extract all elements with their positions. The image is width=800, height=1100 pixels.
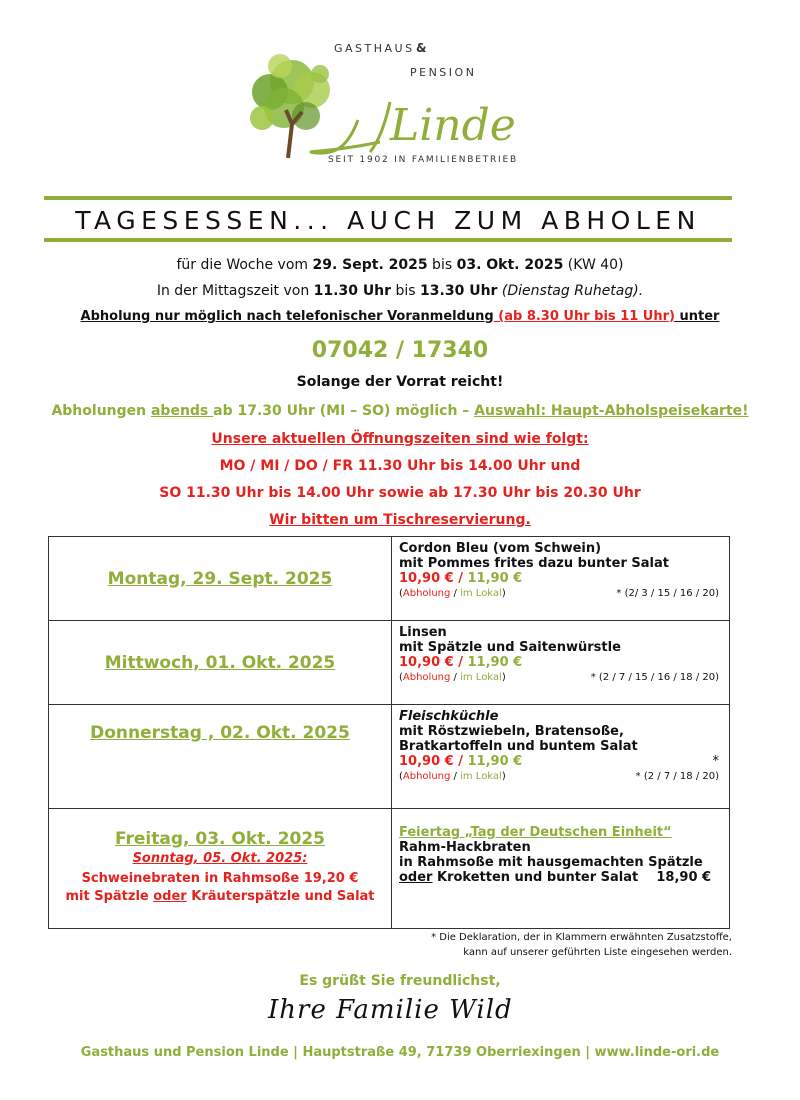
brand-script: Linde — [390, 100, 516, 151]
reservation-note: Wir bitten um Tischreservierung. — [269, 512, 531, 528]
dish-sides: mit Pommes frites dazu bunter Salat — [399, 556, 669, 571]
lunch-time-line: In der Mittagszeit von 11.30 Uhr bis 13.30 Uhr (Dienstag Ruhetag). — [156, 283, 644, 299]
hours-weekdays: MO / MI / DO / FR 11.30 Uhr bis 14.00 Uhr und — [219, 458, 581, 474]
phone-number[interactable]: 07042 / 17340 — [311, 338, 489, 363]
dish-sides: mit Spätzle und Saitenwürstle — [399, 640, 621, 655]
day-cell-friday — [49, 809, 392, 929]
allergen-note: * Die Deklaration, der in Klammern erwähnten Zusatzstoffe, kann auf unserer geführten Liste eingesehen werden. — [431, 932, 732, 958]
dish-cell — [392, 537, 730, 621]
dish-name: Fleischküchle — [399, 709, 499, 724]
price-tags: (Abholung / im Lokal) * (2 / 7 / 18 / 20) — [399, 771, 719, 782]
menu-table — [48, 536, 730, 929]
day-label: Montag, 29. Sept. 2025 — [49, 537, 392, 621]
dish-name: Rahm-Hackbraten — [399, 840, 531, 855]
price: 18,90 € — [656, 870, 712, 885]
dish-cell — [392, 705, 730, 809]
greeting: Es grüßt Sie freundlichst, — [299, 973, 501, 989]
dish-cell — [392, 621, 730, 705]
day-label: Donnerstag , 02. Okt. 2025 — [49, 705, 392, 809]
sunday-dish: Schweinebraten in Rahmsoße 19,20 € mit Spätzle oder Kräuterspätzle und Salat — [65, 871, 375, 904]
dish-sides: in Rahmsoße mit hausgemachten Spätzle — [399, 855, 703, 870]
dish-sides-2: Bratkartoffeln und buntem Salat — [399, 739, 638, 754]
brand-ampersand: & — [416, 41, 427, 55]
week-line: für die Woche vom 29. Sept. 2025 bis 03. Okt. 2025 (KW 40) — [176, 257, 624, 273]
footer: Gasthaus und Pension Linde | Hauptstraße 49, 71739 Oberriexingen | www.linde-ori.de — [80, 1045, 720, 1060]
menu-row-friday — [49, 809, 730, 929]
title-rule-bottom — [44, 238, 732, 242]
day-label: Mittwoch, 01. Okt. 2025 — [49, 621, 392, 705]
allergens: * (2 / 7 / 15 / 16 / 18 / 20) — [590, 672, 719, 683]
pickup-line: Abholung nur möglich nach telefonischer Voranmeldung (ab 8.30 Uhr bis 11 Uhr) unter — [80, 309, 720, 324]
price-line: 10,90 € / 11,90 € — [399, 571, 523, 586]
evening-pickup-line: Abholungen abends ab 17.30 Uhr (MI – SO) möglich – Auswahl: Haupt-Abholspeisekarte! — [51, 403, 749, 419]
allergens: * (2 / 7 / 18 / 20) — [635, 771, 719, 782]
page-title: TAGESESSEN... AUCH ZUM ABHOLEN — [75, 206, 701, 235]
price-line: 10,90 € / 11,90 € — [399, 655, 523, 670]
brand-since: SEIT 1902 IN FAMILIENBETRIEB — [328, 155, 518, 165]
dish-cell — [392, 809, 730, 929]
brand-gasthaus: GASTHAUS — [334, 42, 415, 55]
signature: Ihre Familie Wild — [268, 995, 513, 1025]
title-rule-top — [44, 196, 732, 200]
allergens: * (2/ 3 / 15 / 16 / 20) — [616, 588, 719, 599]
price-tags: (Abholung / im Lokal) * (2 / 7 / 15 / 16 / 18 / 20) — [399, 672, 719, 683]
price-line: 10,90 € / 11,90 € * — [399, 754, 719, 769]
day-label: Freitag, 03. Okt. 2025 — [114, 829, 326, 849]
menu-row-thursday — [49, 705, 730, 809]
hours-sunday: SO 11.30 Uhr bis 14.00 Uhr sowie ab 17.30 Uhr bis 20.30 Uhr — [159, 485, 641, 501]
tree-logo — [240, 40, 540, 170]
holiday-label: Feiertag „Tag der Deutschen Einheit“ — [399, 825, 672, 840]
brand-pension: PENSION — [410, 66, 477, 79]
dish-sides: mit Röstzwiebeln, Bratensoße, — [399, 724, 624, 739]
menu-row-monday — [49, 537, 730, 621]
stock-note: Solange der Vorrat reicht! — [296, 374, 504, 390]
sunday-label: Sonntag, 05. Okt. 2025: — [132, 851, 308, 866]
dish-name: Cordon Bleu (vom Schwein) — [399, 541, 602, 556]
menu-row-wednesday — [49, 621, 730, 705]
hours-title: Unsere aktuellen Öffnungszeiten sind wie folgt: — [211, 431, 589, 447]
dish-sides-2: oder Kroketten und bunter Salat 18,90 € — [399, 870, 712, 885]
price-tags: (Abholung / im Lokal) * (2/ 3 / 15 / 16 / 20) — [399, 588, 719, 599]
dish-name: Linsen — [399, 625, 447, 640]
